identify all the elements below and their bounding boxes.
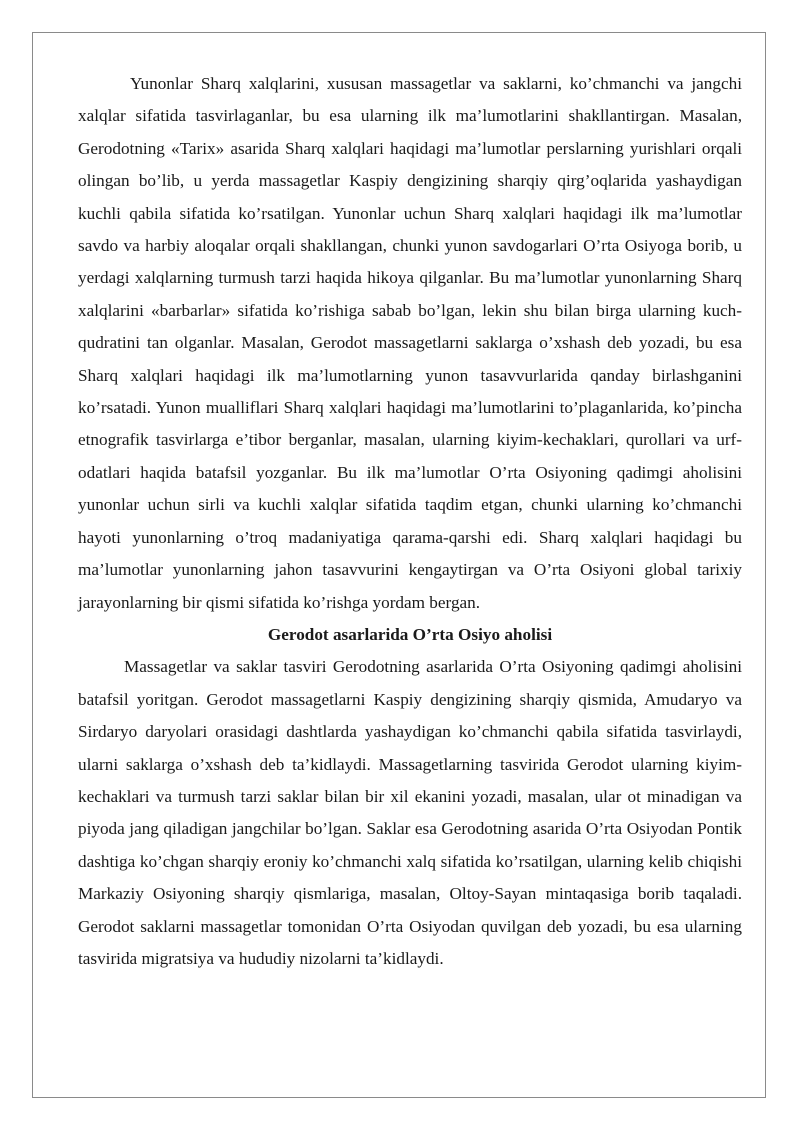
document-body (78, 68, 742, 975)
paragraph-greek-sources: Yunonlar Sharq xalqlarini, xususan massagetlar va saklarni, ko’chmanchi va jangchi xalqlar sifatida tasvirlaganlar, bu esa ularning ilk ma’lumotlarini shakllantirgan. Masalan, Gerodotning «Tarix» asarida Sharq xalqlari haqidagi ma’lumotlar perslarning yurishlari orqali olingan bo’lib, u yerda massagetlar Kaspiy dengizining sharqiy qirg’oqlarida yashaydigan kuchli qabila sifatida ko’rsatilgan. Yunonlar uchun Sharq xalqlari haqidagi ilk ma’lumotlar savdo va harbiy aloqalar orqali shakllangan, chunki yunon savdogarlari O’rta Osiyoga borib, u yerdagi xalqlarning turmush tarzi haqida hikoya qilganlar. Bu ma’lumotlar yunonlarning Sharq xalqlarini «barbarlar» sifatida ko’rishiga sabab bo’lgan, lekin shu bilan birga ularning kuch-qudratini tan olganlar. Masalan, Gerodot massagetlarni saklarga o’xshash deb yozadi, bu esa Sharq xalqlari haqidagi ilk ma’lumotlarning yunon tasavvurlarida qanday birlashganini ko’rsatadi. Yunon mualliflari Sharq xalqlari haqidagi ma’lumotlarini to’plaganlarida, ko’pincha etnografik tasvirlarga e’tibor berganlar, masalan, ularning kiyim-kechaklari, qurollari va urf-odatlari haqida batafsil yozganlar. Bu ilk ma’lumotlar O’rta Osiyoning qadimgi aholisini yunonlar uchun sirli va kuchli xalqlar sifatida taqdim etgan, chunki ularning ko’chmanchi hayoti yunonlarning o’troq madaniyatiga qarama-qarshi edi. Sharq xalqlari haqidagi bu ma’lumotlar yunonlarning jahon tasavvurini kengaytirgan va O’rta Osiyoni global tarixiy jarayonlarning bir qismi sifatida ko’rishga yordam bergan. (78, 74, 742, 612)
section-heading: Gerodot asarlarida O’rta Osiyo aholisi (267, 624, 553, 644)
paragraph-herodotus-massagetae: Massagetlar va saklar tasviri Gerodotning asarlarida O’rta Osiyoning qadimgi aholisini batafsil yoritgan. Gerodot massagetlarni Kaspiy dengizining sharqiy qismida, Amudaryo va Sirdaryo daryolari orasidagi dashtlarda yashaydigan ko’chmanchi qabila sifatida tasvirlaydi, ularni saklarga o’xshash deb ta’kidlaydi. Massagetlarning tasvirida Gerodot ularning kiyim-kechaklari va turmush tarzi saklar bilan bir xil ekanini yozadi, masalan, ular ot minadigan va piyoda jang qiladigan jangchilar bo’lgan. Saklar esa Gerodotning asarida O’rta Osiyodan Pontik dashtiga ko’chgan sharqiy eroniy ko’chmanchi xalq sifatida ko’rsatilgan, ularning kelib chiqishi Markaziy Osiyoning sharqiy qismlariga, masalan, Oltoy-Sayan mintaqasiga borib taqaladi. Gerodot saklarni massagetlar tomonidan O’rta Osiyodan quvilgan deb yozadi, bu esa ularning tasvirida migratsiya va hududiy nizolarni ta’kidlaydi. (78, 657, 742, 968)
